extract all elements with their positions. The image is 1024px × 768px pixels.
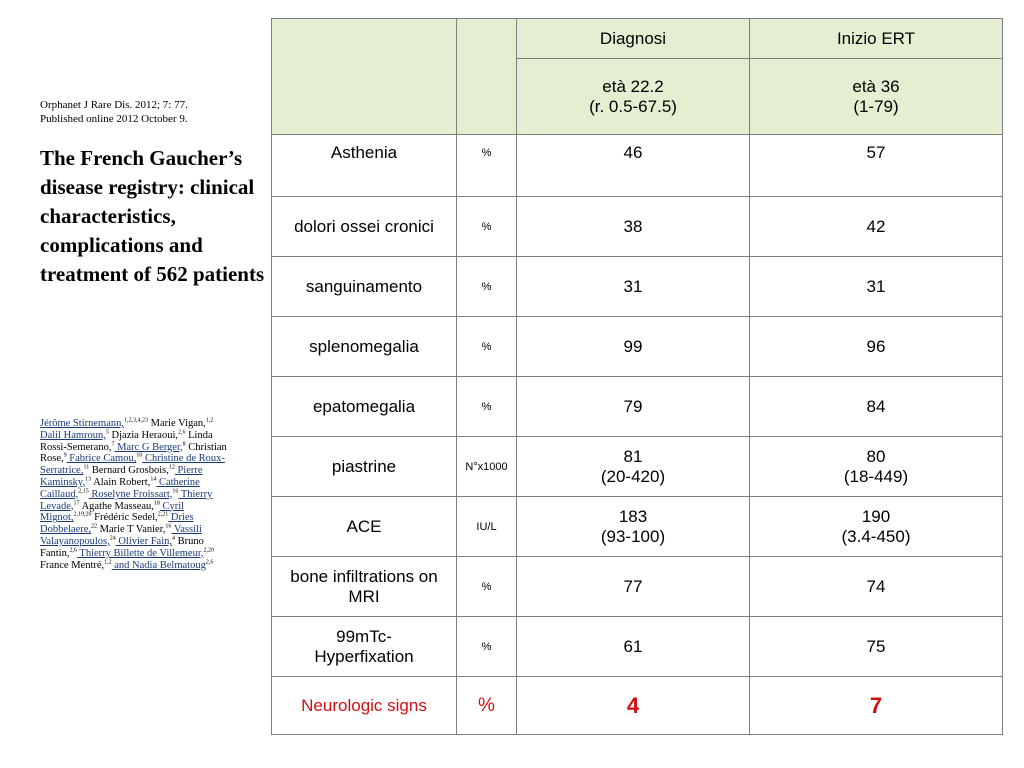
row-ert: 7	[750, 677, 1003, 735]
row-diagnosi: 31	[517, 257, 750, 317]
author-affiliation-16: 2,19,20	[73, 511, 92, 518]
row-ert: 190 (3.4-450)	[750, 497, 1003, 557]
author-4: Linda Rossi-Semerano,	[40, 429, 213, 453]
header-row-columns	[272, 19, 1003, 59]
author-affiliation-15: 18	[153, 500, 160, 507]
author-affiliation-24: 1,2	[104, 559, 112, 566]
author-5[interactable]: Marc G Berger,	[114, 441, 183, 453]
row-label: splenomegalia	[272, 317, 457, 377]
author-13[interactable]: Roselyne Froissart,	[88, 488, 173, 500]
header-diagnosi: Diagnosi	[517, 19, 750, 59]
author-affiliation-12: 2,15	[78, 488, 89, 495]
table-row	[272, 617, 1003, 677]
header-blank-label	[272, 19, 457, 135]
header-age-ert: età 36 (1-79)	[750, 59, 1003, 135]
author-25[interactable]: and Nadia Belmatoug	[111, 559, 206, 571]
row-diagnosi: 79	[517, 377, 750, 437]
author-list	[40, 418, 232, 571]
author-7[interactable]: Fabrice Camou,	[66, 453, 137, 465]
author-16[interactable]: Cyril Mignot,	[40, 500, 185, 524]
row-unit: %	[457, 257, 517, 317]
author-20[interactable]: Vassili Valayanopoulos,	[40, 524, 202, 547]
author-affiliation-25: 2,6	[205, 559, 214, 566]
row-unit: %	[457, 197, 517, 257]
author-8[interactable]: Christine de Roux-Serratrice,	[40, 453, 225, 477]
table-row	[272, 557, 1003, 617]
author-affiliation-18: 22	[91, 523, 98, 530]
author-6: Christian Rose,	[40, 441, 227, 465]
table-row	[272, 135, 1003, 197]
row-unit: N°x1000	[457, 437, 517, 497]
author-23[interactable]: Thierry Billette de Villemeur,	[76, 547, 204, 559]
table-row	[272, 377, 1003, 437]
author-2[interactable]: Dalil Hamroun,	[40, 429, 106, 441]
row-unit: %	[457, 377, 517, 437]
author-affiliation-2: 5	[105, 429, 109, 436]
author-3: Djazia Heraoui,	[108, 429, 178, 441]
author-affiliation-19: 16	[165, 523, 172, 530]
author-19: Marie T Vanier,	[97, 524, 166, 536]
author-9: Bernard Grosbois,	[89, 465, 169, 477]
row-unit: %	[457, 557, 517, 617]
author-11: Alain Robert,	[91, 476, 151, 488]
author-affiliation-8: 11	[83, 464, 90, 471]
author-affiliation-9: 12	[168, 464, 175, 471]
row-label: bone infiltrations on MRI	[272, 557, 457, 617]
author-10[interactable]: Pierre Kaminsky,	[40, 465, 203, 488]
row-diagnosi: 61	[517, 617, 750, 677]
author-affiliation-10: 13	[85, 476, 92, 483]
row-label: epatomegalia	[272, 377, 457, 437]
table-row	[272, 497, 1003, 557]
clinical-characteristics-table	[271, 18, 1003, 735]
author-12[interactable]: Catherine Caillaud,	[40, 476, 200, 500]
row-ert: 42	[750, 197, 1003, 257]
row-diagnosi: 77	[517, 557, 750, 617]
row-ert: 75	[750, 617, 1003, 677]
author-18[interactable]: Dries Dobbelaere,	[40, 512, 194, 536]
author-affiliation-3: 2,6	[178, 429, 186, 436]
author-affiliation-5: 8	[182, 441, 186, 448]
row-label: 99mTc- Hyperfixation	[272, 617, 457, 677]
row-ert: 96	[750, 317, 1003, 377]
author-affiliation-11: 14	[150, 476, 157, 483]
header-ert: Inizio ERT	[750, 19, 1003, 59]
table-row	[272, 257, 1003, 317]
author-14[interactable]: Thierry Levade,	[40, 488, 213, 512]
row-ert: 84	[750, 377, 1003, 437]
row-label: ACE	[272, 497, 457, 557]
citation	[40, 98, 270, 126]
row-unit: %	[457, 617, 517, 677]
author-affiliation-7: 10	[136, 452, 143, 459]
table-row	[272, 317, 1003, 377]
header-blank-unit	[457, 19, 517, 135]
row-label: Asthenia	[272, 135, 457, 197]
author-24: France Mentré,	[40, 559, 105, 571]
author-affiliation-4: 7	[111, 441, 115, 448]
author-affiliation-23: 2,20	[203, 547, 215, 554]
row-ert: 80 (18-449)	[750, 437, 1003, 497]
row-diagnosi: 38	[517, 197, 750, 257]
table-row	[272, 197, 1003, 257]
table-row	[272, 677, 1003, 735]
row-unit: %	[457, 317, 517, 377]
citation-published: Published online 2012 October 9.	[40, 113, 188, 125]
row-unit: %	[457, 677, 517, 735]
row-unit: %	[457, 135, 517, 197]
author-affiliation-20: 24	[109, 535, 116, 542]
author-affiliation-22: 2,6	[69, 547, 77, 554]
row-diagnosi: 183 (93-100)	[517, 497, 750, 557]
header-age-diagnosi: età 22.2 (r. 0.5-67.5)	[517, 59, 750, 135]
author-affiliation-17: 2,21	[157, 511, 169, 518]
author-affiliation-13: 16	[172, 488, 179, 495]
author-affiliation-14: 17	[73, 500, 80, 507]
author-22: Bruno Fantin,	[40, 535, 204, 559]
row-unit: IU/L	[457, 497, 517, 557]
author-1: Marie Vigan,	[147, 418, 206, 429]
citation-journal: Orphanet J Rare Dis. 2012; 7: 77.	[40, 99, 188, 111]
author-affiliation-6: 9	[63, 452, 67, 459]
author-affiliation-1: 1,2	[205, 417, 214, 424]
row-label: dolori ossei cronici	[272, 197, 457, 257]
row-ert: 57	[750, 135, 1003, 197]
author-21[interactable]: Olivier Fain,	[115, 535, 172, 547]
author-17: Frédéric Sedel,	[91, 512, 158, 524]
row-label: sanguinamento	[272, 257, 457, 317]
row-ert: 74	[750, 557, 1003, 617]
table-row	[272, 437, 1003, 497]
author-affiliation-0: 1,2,3,4,23	[123, 417, 148, 424]
row-ert: 31	[750, 257, 1003, 317]
row-diagnosi: 46	[517, 135, 750, 197]
row-diagnosi: 81 (20-420)	[517, 437, 750, 497]
row-label: piastrine	[272, 437, 457, 497]
author-affiliation-21: 4	[172, 535, 175, 542]
row-diagnosi: 99	[517, 317, 750, 377]
row-label: Neurologic signs	[272, 677, 457, 735]
row-diagnosi: 4	[517, 677, 750, 735]
author-0[interactable]: Jérôme Stirnemann,	[40, 418, 124, 429]
paper-title: The French Gaucher’s disease registry: clinical characteristics, complications and treatment of 562 patients	[40, 146, 265, 286]
author-15: Agathe Masseau,	[79, 500, 154, 512]
